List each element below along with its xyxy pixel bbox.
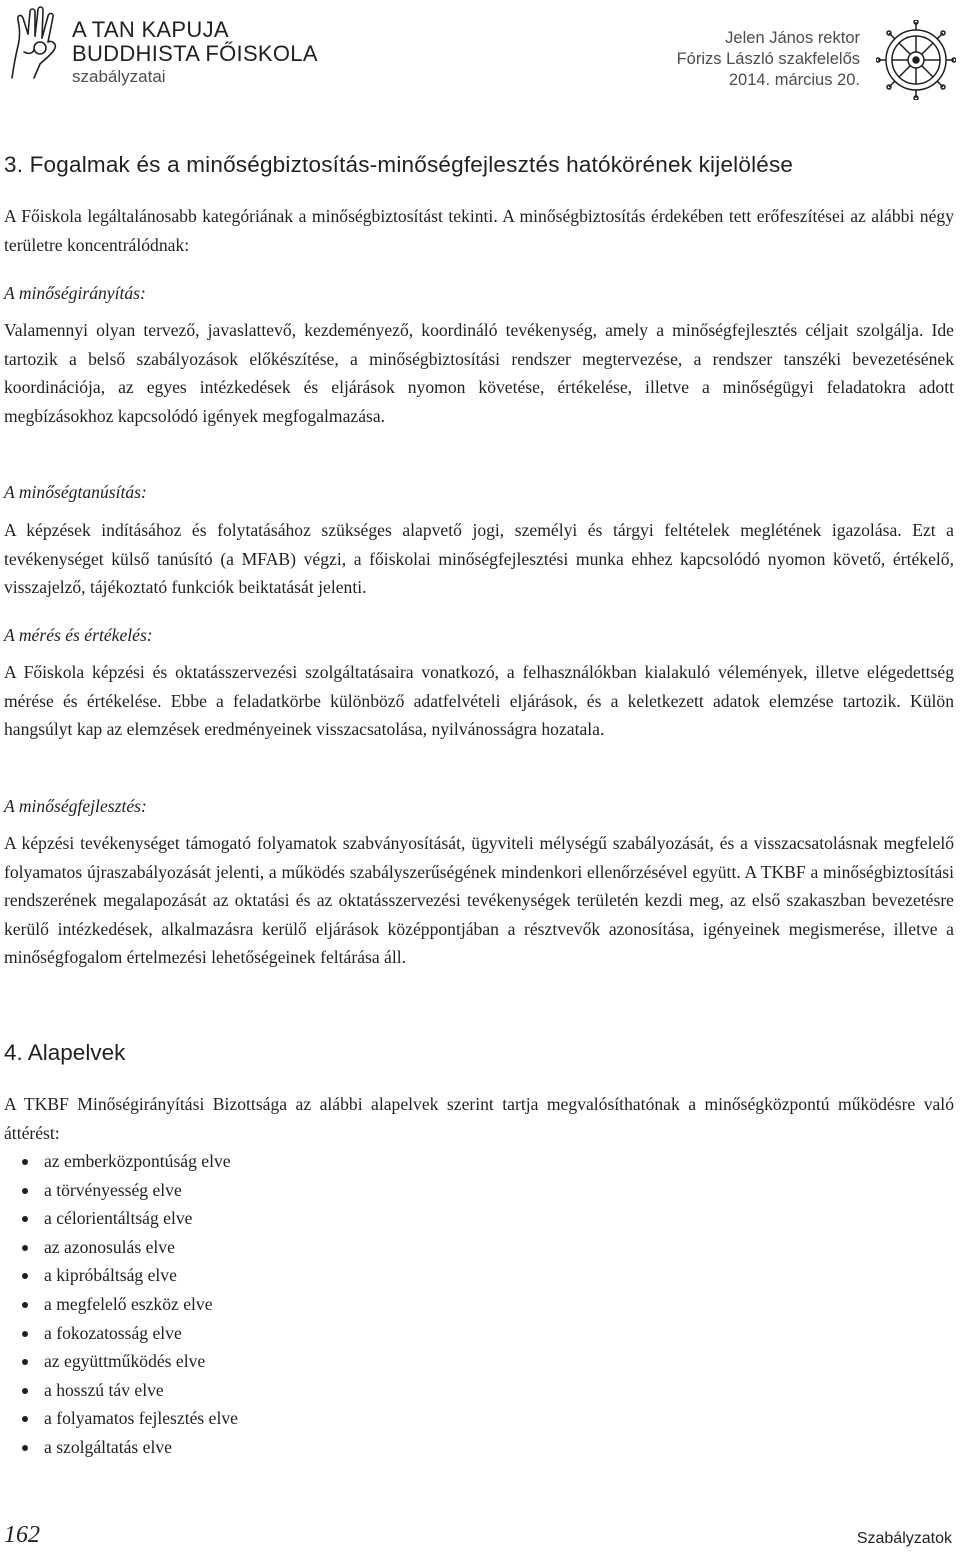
page-number: 162	[4, 1522, 40, 1548]
list-item	[4, 1176, 238, 1205]
bullet-icon	[22, 1302, 28, 1308]
term-label-quality-development: A minőségfejlesztés:	[4, 796, 147, 816]
list-item	[4, 1433, 238, 1462]
section-4-intro: A TKBF Minőségirányítási Bizottsága az alábbi alapelvek szerint tartja megvalósíthatónak a minőségközpontú működésre való áttérést:	[4, 1094, 954, 1143]
principle-label: a törvényesség elve	[44, 1179, 182, 1200]
list-item	[4, 1376, 238, 1405]
list-item	[4, 1233, 238, 1262]
section-3-intro: A Főiskola legáltalánosabb kategóriának a minőségbiztosítást tekinti. A minőségbiztosítás érdekében tett erőfeszítései az alábbi négy területre koncentrálódnak:	[4, 206, 954, 255]
section-4-heading: 4. Alapelvek	[4, 1040, 126, 1065]
bullet-icon	[22, 1445, 28, 1451]
principle-label: a kipróbáltság elve	[44, 1265, 177, 1286]
institution-name	[72, 18, 318, 88]
bullet-icon	[22, 1245, 28, 1251]
bullet-icon	[22, 1216, 28, 1222]
list-item	[4, 1319, 238, 1348]
meta-date: 2014. március 20.	[728, 71, 860, 89]
bullet-icon	[22, 1159, 28, 1165]
list-item	[4, 1347, 238, 1376]
dharma-wheel-icon	[876, 20, 956, 100]
term-text-quality-certification: A képzések indításához és folytatásához szükséges alapvető jogi, személyi és tárgyi feltételek meglétének igazolása. Ezt a tevékenységet külső tanúsító (a MFAB) végzi, a főiskolai minőségfejlesztési munka ehhez kapcsolódó nyomon követő, értékelő, visszajelző, tájékoztató funkciók beiktatását jelenti.	[4, 520, 954, 597]
principle-label: az emberközpontúság elve	[44, 1151, 231, 1171]
principle-label: a hosszú táv elve	[44, 1379, 164, 1400]
principle-label: a fokozatosság elve	[44, 1322, 182, 1343]
section-3-heading: 3. Fogalmak és a minőségbiztosítás-minőségfejlesztés hatókörének kijelölése	[4, 152, 794, 177]
principle-label: a folyamatos fejlesztés elve	[44, 1408, 238, 1429]
bullet-icon	[22, 1359, 28, 1365]
institution-line-3: szabályzatai	[72, 67, 166, 86]
document-meta	[677, 28, 860, 91]
term-label-quality-certification: A minőségtanúsítás:	[4, 482, 147, 502]
principle-label: az azonosulás elve	[44, 1236, 175, 1257]
footer-section-label: Szabályzatok	[856, 1530, 952, 1547]
page-header	[0, 0, 960, 120]
term-text-quality-management: Valamennyi olyan tervező, javaslattevő, kezdeményező, koordináló tevékenység, amely a minőségfejlesztés céljait szolgálja. Ide tartozik a belső szabályozások előkészítése, a minőségbiztosítási rendszer megtervezése, a rendszer tanszéki bevezetésének koordinációja, az egyes intézkedések és eljárások nyomon követése, értékelése, illetve a minőségügyi feladatokra adott megbízásokhoz kapcsolódó igények megfogalmazása.	[4, 320, 954, 426]
principle-label: a szolgáltatás elve	[44, 1436, 172, 1457]
bullet-icon	[22, 1331, 28, 1337]
meta-responsible: Fórizs László szakfelelős	[676, 50, 860, 68]
principle-label: az együttműködés elve	[44, 1351, 206, 1372]
bullet-icon	[22, 1388, 28, 1394]
institution-line-2: BUDDHISTA FŐISKOLA	[72, 41, 318, 66]
principle-label: a célorientáltság elve	[44, 1208, 193, 1229]
list-item	[4, 1290, 238, 1319]
term-text-quality-development: A képzési tevékenységet támogató folyamatok szabványosítását, ügyviteli mélységű szabályozását, és a visszacsatolásnak megfelelő folyamatos újraszabályozását jelenti, a működés szabályszerűségének mindenkori ellenőrzésével együtt. A TKBF a minőségbiztosítási rendszerének megalapozását az oktatási és az oktatásszervezési tevékenységek területén kezdi meg, az első szakaszban bevezetésre kerülő intézkedések, alkalmazásra kerülő eljárások középpontjában a résztvevők azonosítása, igényeinek megismerése, illetve a minőségfogalom értelmezési lehetőségeinek feltárása áll.	[4, 833, 954, 967]
term-label-measurement-evaluation: A mérés és értékelés:	[4, 625, 153, 645]
bullet-icon	[22, 1273, 28, 1279]
term-label-quality-management: A minőségirányítás:	[4, 283, 146, 303]
meta-rector: Jelen János rektor	[725, 29, 860, 47]
principles-list	[4, 1147, 238, 1462]
bullet-icon	[22, 1416, 28, 1422]
list-item	[4, 1147, 238, 1176]
mudra-hand-icon	[4, 4, 66, 80]
institution-line-1: A TAN KAPUJA	[72, 17, 229, 42]
list-item	[4, 1404, 238, 1433]
list-item	[4, 1261, 238, 1290]
list-item	[4, 1204, 238, 1233]
term-text-measurement-evaluation: A Főiskola képzési és oktatásszervezési szolgáltatásaira vonatkozó, a felhasználókban kialakuló vélemények, illetve elégedettség mérése és értékelése. Ebbe a feladatkörbe különböző adatfelvételi eljárások, és a keletkezett adatok elemzése tartozik. Külön hangsúlyt kap az elemzések eredményeinek visszacsatolása, nyilvánosságra hozatala.	[4, 662, 954, 739]
bullet-icon	[22, 1188, 28, 1194]
principle-label: a megfelelő eszköz elve	[44, 1293, 213, 1314]
